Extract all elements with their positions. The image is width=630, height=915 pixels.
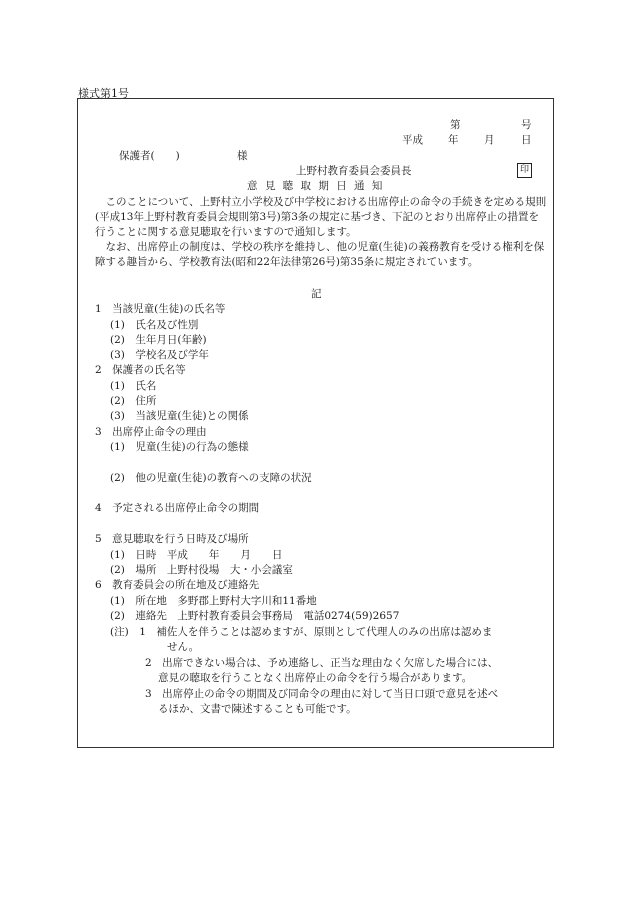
list-item: (1) 日時 平成 年 月 日 xyxy=(110,549,283,561)
list-item: (1) 児童(生徒)の行為の態様 xyxy=(110,441,249,453)
note-1: (注) 1 補佐人を伴うことは認めますが、原則として代理人のみの出席は認めま xyxy=(110,626,493,638)
list-item: (2) 他の児童(生徒)の教育への支障の状況 xyxy=(110,472,312,484)
list-item: (1) 所在地 多野郡上野村大字川和11番地 xyxy=(110,595,317,607)
note-3: 3 出席停止の命令の期間及び同命令の理由に対して当日口頭で意見を述べ xyxy=(145,688,499,700)
document-title: 意 見 聴 取 期 日 通 知 xyxy=(247,180,385,192)
list-item: (2) 場所 上野村役場 大・小会議室 xyxy=(110,564,293,576)
note-1-continued: せん。 xyxy=(167,641,200,653)
date-year: 年 xyxy=(448,134,459,146)
note-3-continued: るほか、文書で陳述することも可能です。 xyxy=(158,703,357,715)
section-heading: 4 予定される出席停止命令の期間 xyxy=(95,502,260,514)
section-heading: 1 当該児童(生徒)の氏名等 xyxy=(95,303,226,315)
section-heading: 3 出席停止命令の理由 xyxy=(95,426,207,438)
section-heading: 2 保護者の氏名等 xyxy=(95,364,186,376)
note-2: 2 出席できない場合は、予め連絡し、正当な理由なく欠席した場合には、 xyxy=(145,657,499,669)
seal-mark: 印 xyxy=(517,163,532,178)
addressee-guardian: 保護者( ) xyxy=(119,150,180,162)
list-item: (3) 当該児童(生徒)との関係 xyxy=(110,410,249,422)
date-day: 日 xyxy=(521,134,532,146)
list-item: (1) 氏名及び性別 xyxy=(110,319,199,331)
ki-heading: 記 xyxy=(311,288,322,300)
document-number-dai: 第 xyxy=(450,119,461,131)
body-paragraph-2: なお、出席停止の制度は、学校の秩序を維持し、他の児童(生徒)の義務教育を受ける権利を保障する趣旨から、学校教育法(昭和22年法律第26号)第35条に規定されています。 xyxy=(95,241,545,268)
list-item: (2) 連絡先 上野村教育委員会事務局 電話0274(59)2657 xyxy=(110,610,400,622)
list-item: (2) 生年月日(年齢) xyxy=(110,334,207,346)
sender-name: 上野村教育委員会委員長 xyxy=(296,165,412,177)
date-month: 月 xyxy=(484,134,495,146)
date-era: 平成 xyxy=(402,134,423,146)
note-2-continued: 意見の聴取を行うことなく出席停止の命令を行う場合があります。 xyxy=(158,672,473,684)
section-heading: 6 教育委員会の所在地及び連絡先 xyxy=(95,579,260,591)
list-item: (1) 氏名 xyxy=(110,380,157,392)
list-item: (3) 学校名及び学年 xyxy=(110,349,209,361)
document-number-go: 号 xyxy=(521,119,532,131)
form-number-label: 様式第1号 xyxy=(78,87,129,100)
addressee-honorific: 様 xyxy=(237,150,248,162)
section-heading: 5 意見聴取を行う日時及び場所 xyxy=(95,533,249,545)
list-item: (2) 住所 xyxy=(110,395,157,407)
body-paragraph-1: このことについて、上野村立小学校及び中学校における出席停止の命令の手続きを定める規則(平成13年上野村教育委員会規則第3号)第3条の規定に基づき、下記のとおり出席停止の措置を行うことに関する意見聴取を行いますので通知します。 xyxy=(95,196,547,238)
